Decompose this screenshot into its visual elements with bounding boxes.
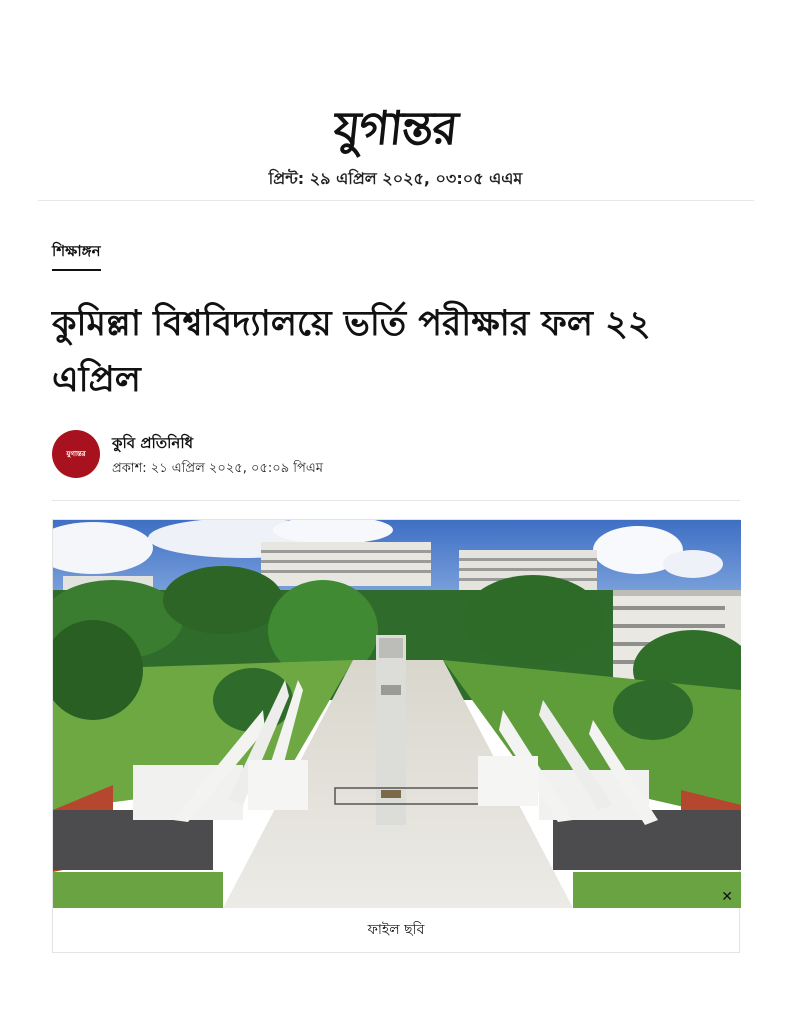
image-caption: ফাইল ছবি (367, 922, 425, 938)
header-divider (38, 200, 754, 201)
site-logo[interactable]: যুগান্তর (331, 101, 460, 155)
print-timestamp: প্রিন্ট: ২৯ এপ্রিল ২০২৫, ০৩:০৫ এএম (268, 169, 523, 188)
article-headline: কুমিল্লা বিশ্ববিদ্যালয়ে ভর্তি পরীক্ষার ফল ২২ এপ্রিল (52, 304, 651, 400)
published-date: প্রকাশ: ২১ এপ্রিল ২০২৫, ০৫:০৯ পিএম (112, 461, 323, 476)
category-label[interactable]: শিক্ষাঙ্গন (52, 240, 101, 271)
masthead (0, 98, 791, 158)
byline-divider (52, 500, 740, 501)
author-avatar-logo: যুগান্তর (66, 450, 86, 458)
article-photo (53, 520, 741, 908)
author-name[interactable]: কুবি প্রতিনিধি (112, 434, 194, 452)
article-figure (52, 519, 740, 953)
author-avatar (52, 430, 100, 478)
close-icon[interactable]: ✕ (721, 889, 733, 905)
